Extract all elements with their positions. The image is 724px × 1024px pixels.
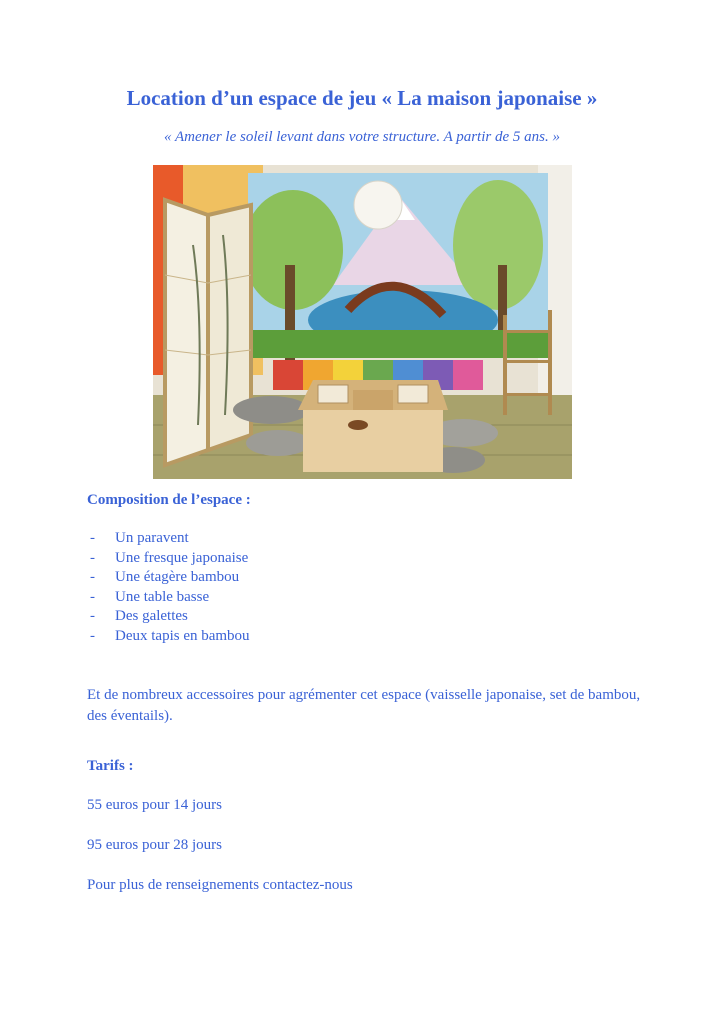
- accessories-paragraph: Et de nombreux accessoires pour agrémenter cet espace (vaisselle japonaise, set de bambou, des éventails).: [87, 687, 641, 724]
- japanese-house-photo: [153, 165, 572, 479]
- composition-heading: Composition de l’espace :: [87, 492, 251, 508]
- page-title: Location d’un espace de jeu « La maison japonaise »: [126, 86, 598, 110]
- page-subtitle: « Amener le soleil levant dans votre structure. A partir de 5 ans. »: [164, 129, 560, 145]
- list-item: - Une étagère bambou: [90, 569, 240, 586]
- tarif-14-days: 55 euros pour 14 jours: [87, 797, 222, 813]
- list-item: - Deux tapis en bambou: [90, 627, 250, 644]
- list-item: - Un paravent: [90, 530, 189, 546]
- contact-text: Pour plus de renseignements contactez-nous: [87, 877, 353, 893]
- list-item: - Une fresque japonaise: [90, 549, 249, 566]
- tarifs-heading: Tarifs :: [87, 758, 134, 774]
- tarif-28-days: 95 euros pour 28 jours: [87, 837, 222, 853]
- list-item: - Des galettes: [90, 608, 188, 625]
- list-item: - Une table basse: [90, 588, 210, 605]
- composition-list: [90, 529, 250, 647]
